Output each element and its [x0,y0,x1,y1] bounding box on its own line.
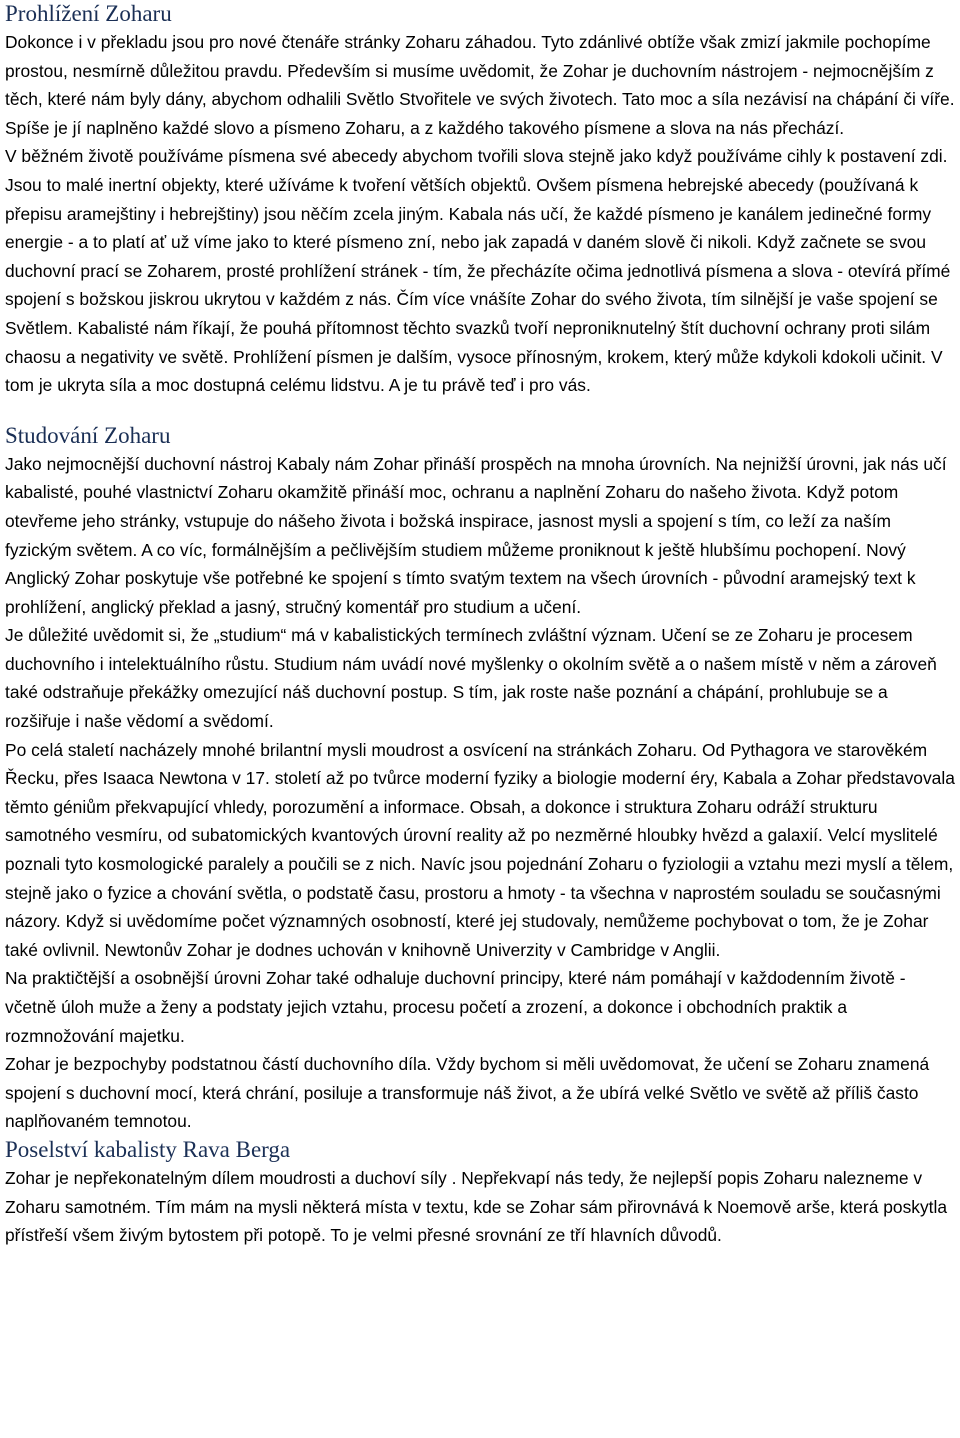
paragraph: V běžném životě používáme písmena své abecedy abychom tvořili slova stejně jako když používáme cihly k postavení zdi. Jsou to malé inertní objekty, které užíváme k tvoření větších objektů. Ovšem písmena hebrejské abecedy (používaná k přepisu aramejštiny i hebrejštiny) jsou něčím zcela jiným. Kabala nás učí, že každé písmeno je kanálem jedinečné formy energie - a to platí ať už víme jako to které písmeno zní, nebo jak zapadá v daném slově či nikoli. Když začnete se svou duchovní prací se Zoharem, prosté prohlížení stránek - tím, že přecházíte očima jednotlivá písmena a slova - otevírá přímé spojení s božskou jiskrou ukrytou v každém z nás. Čím více vnášíte Zohar do svého života, tím silnější je vaše spojení se Světlem. Kabalisté nám říkají, že pouhá přítomnost těchto svazků tvoří neproniknutelný štít duchovní ochrany proti silám chaosu a negativity ve světě. Prohlížení písmen je dalším, vysoce přínosným, krokem, který může kdykoli kdokoli učinit. V tom je ukryta síla a moc dostupná celému lidstvu. A je tu právě teď i pro vás. [5,146,951,396]
document-page [5,0,957,1250]
paragraph: Na praktičtější a osobnější úrovni Zohar také odhaluje duchovní principy, které nám pomáhají v každodenním životě - včetně úloh muže a ženy a podstaty jejich vztahu, procesu početí a zrození, a dokonce i obchodních praktik a rozmnožování majetku. [5,968,906,1046]
paragraph: Je důležité uvědomit si, že „studium“ má v kabalistických termínech zvláštní význam. Učení se ze Zoharu je procesem duchovního i intelektuálního růstu. Studium nám uvádí nové myšlenky o okolním světě a o našem místě v něm a zároveň také odstraňuje překážky omezující náš duchovní postup. S tím, jak roste naše poznání a chápání, prohlubuje se a rozšiřuje i naše vědomí a svědomí. [5,625,937,732]
paragraph: Zohar je bezpochyby podstatnou částí duchovního díla. Vždy bychom si měli uvědomovat, že učení se Zoharu znamená spojení s duchovní mocí, která chrání, posiluje a transformuje náš život, a že ubírá velké Světlo ve světě až příliš často naplňovaném temnotou. [5,1054,930,1132]
section-heading: Poselství kabalisty Rava Berga [5,1136,291,1162]
paragraph: Zohar je nepřekonatelným dílem moudrosti a duchoví síly . Nepřekvapí nás tedy, že nejlepší popis Zoharu nalezneme v Zoharu samotném. Tím mám na mysli některá místa v textu, kde se Zohar sám přirovnává k Noemově arše, která poskytla přístřeší všem živým bytostem při potopě. To je velmi přesné srovnání ze tří hlavních důvodů. [5,1167,948,1246]
paragraph: Dokonce i v překladu jsou pro nové čtenáře stránky Zoharu záhadou. Tyto zdánlivé obtíže však zmizí jakmile pochopíme prostou, nesmírně důležitou pravdu. Především si musíme uvědomit, že Zohar je duchovním nástrojem - nejmocnějším z těch, které nám byly dány, abychom odhalili Světlo Stvořitele ve svých životech. Tato moc a síla nezávisí na chápání či víře. Spíše je jí naplněno každé slovo a písmeno Zoharu, a z každého takového písmene a slova na nás přechází. [5,32,955,138]
section-heading: Prohlížení Zoharu [5,1,172,26]
section-poselstvi-kabalisty [5,1136,957,1250]
paragraph: Po celá staletí nacházely mnohé brilantní mysli moudrost a osvícení na stránkách Zoharu. Od Pythagora ve starověkém Řecku, přes Isaaca Newtona v 17. století až po tvůrce moderní fyziky a biologie moderní éry, Kabala a Zohar představovala těmto géniům překvapující vhledy, porozumění a informace. Obsah, a dokonce i struktura Zoharu odráží strukturu samotného vesmíru, od subatomických kvantových úrovní reality až po nezměrné hloubky hvězd a galaxií. Velcí myslitelé poznali tyto kosmologické paralely a poučili se z nich. Navíc jsou pojednání Zoharu o fyziologii a vztahu mezi myslí a tělem, stejně jako o fyzice a chování světla, o podstatě času, prostoru a hmoty - ta všechna v naprostém souladu se současnými názory. Když si uvědomíme počet významných osobností, které jej studovaly, nemůžeme pochybovat o tom, že je Zohar také ovlivnil. Newtonův Zohar je dodnes uchován v knihovně Univerzity v Cambridge v Anglii. [5,739,955,960]
section-studovani-zoharu [5,422,957,1136]
section-heading: Studování Zoharu [5,422,171,448]
section-prohlizeni-zoharu [5,0,957,400]
paragraph: Jako nejmocnější duchovní nástroj Kabaly nám Zohar přináší prospěch na mnoha úrovních. Na nejnižší úrovni, jak nás učí kabalisté, pouhé vlastnictví Zoharu okamžitě přináší moc, ochranu a naplnění Zoharu do našeho života. Když potom otevřeme jeho stránky, vstupuje do nášeho života i božská inspirace, jasnost mysli a spojení s tím, co leží za naším fyzickým světem. A co víc, formálnějším a pečlivějším studiem můžeme proniknout k ještě hlubšímu pochopení. Nový Anglický Zohar poskytuje vše potřebné ke spojení s tímto svatým textem na všech úrovních - původní aramejský text k prohlížení, anglický překlad a jasný, stručný komentář pro studium a učení. [5,453,947,617]
